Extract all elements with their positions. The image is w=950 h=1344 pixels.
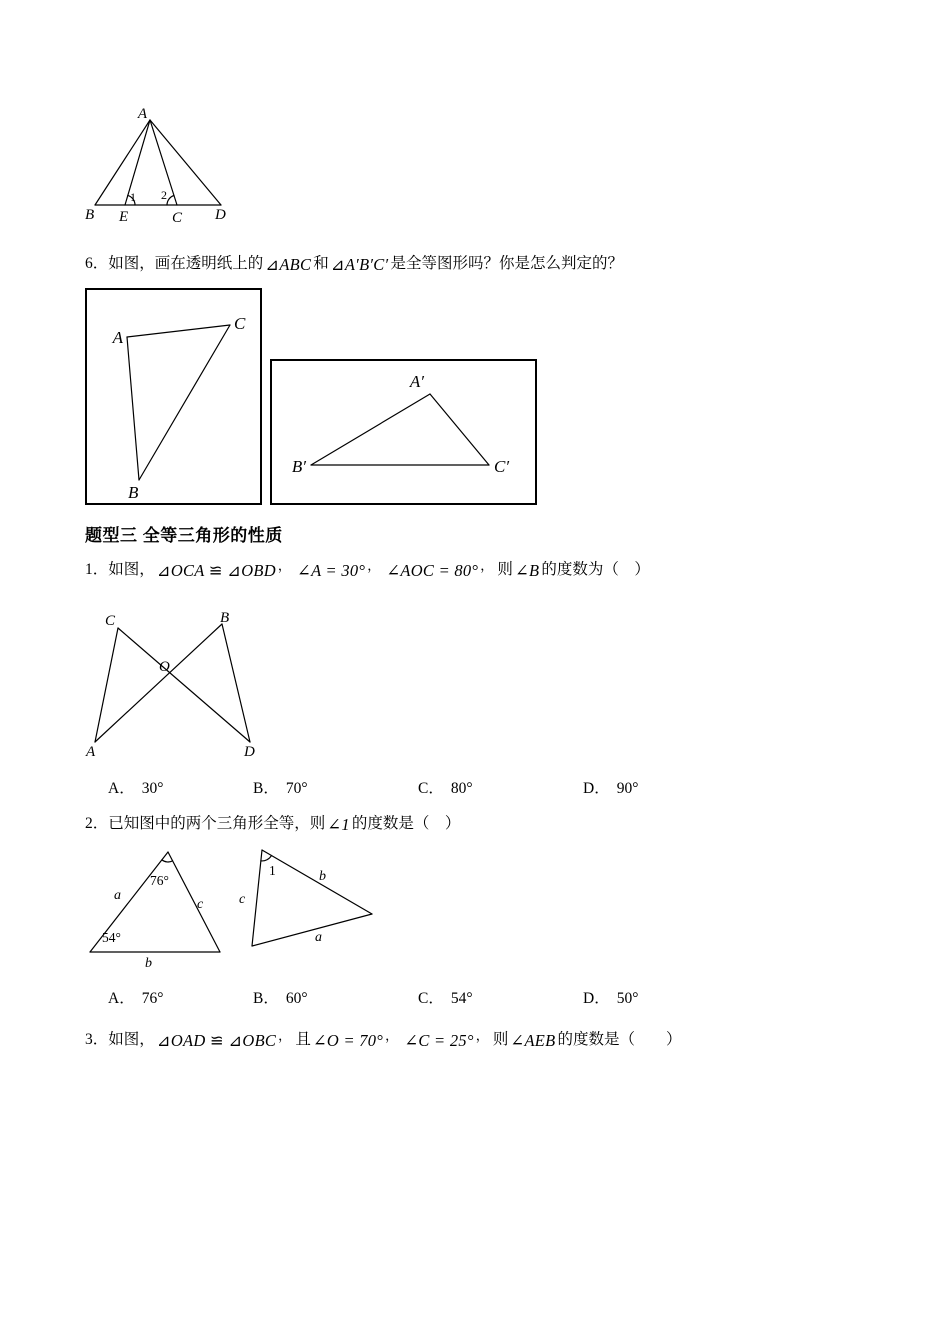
problem-1-option-c <box>418 776 473 798</box>
section-heading: 题型三 全等三角形的性质 <box>85 526 283 545</box>
vertex-label-B: B <box>85 207 95 223</box>
side-label-b: b <box>319 869 326 884</box>
vertex-label-C-prime: C′ <box>494 457 510 476</box>
problem-2 <box>85 810 460 836</box>
problem-3-text-1: 如图， <box>108 1031 155 1048</box>
comma: ， <box>480 558 494 573</box>
problem-3-math-angle-o: ∠O = 70° <box>312 1031 384 1050</box>
problem-1-math-angle-aoc: ∠AOC = 80° <box>386 561 479 580</box>
angle-label-76: 76° <box>150 873 169 888</box>
vertex-label-C: C <box>104 613 115 629</box>
vertex-label-C: C <box>172 210 183 226</box>
vertex-label-B: B <box>220 610 230 626</box>
problem-1-number: 1． <box>85 561 109 578</box>
comma: ， <box>278 1028 292 1043</box>
option-value: 76° <box>141 990 164 1007</box>
problem-1-option-a <box>108 776 163 798</box>
problem-6-math-triangle-abc-prime: ⊿A′B′C′ <box>330 255 389 274</box>
problem-2-option-b <box>253 986 308 1008</box>
option-letter: D． <box>583 780 610 797</box>
option-value: 70° <box>285 780 308 797</box>
problem-6-text-1: 如图，画在透明纸上的 <box>108 255 264 272</box>
triangle-lines <box>95 624 250 742</box>
figure-problem1-bowtie <box>85 612 270 760</box>
figure-problem2-triangles <box>85 842 385 970</box>
problem-6-text-2: 和 <box>313 255 329 272</box>
vertex-label-E: E <box>119 209 129 225</box>
angle-label-54: 54° <box>102 930 121 945</box>
problem-1-math-angle-a: ∠A = 30° <box>297 561 366 580</box>
comma: ， <box>367 558 381 573</box>
comma: ， <box>475 1028 489 1043</box>
option-value: 30° <box>141 780 164 797</box>
option-letter: D． <box>583 990 610 1007</box>
problem-2-number: 2． <box>85 815 109 832</box>
angle-label-1: 1 <box>269 863 276 878</box>
side-label-c: c <box>239 892 246 907</box>
side-label-b: b <box>145 956 152 971</box>
vertex-label-A-prime: A′ <box>409 372 424 391</box>
vertex-label-O: O <box>159 659 170 675</box>
vertex-label-B-prime: B′ <box>291 457 306 476</box>
vertex-label-D: D <box>215 207 226 223</box>
option-value: 80° <box>450 780 473 797</box>
option-letter: A． <box>108 990 135 1007</box>
vertex-label-D: D <box>244 744 255 760</box>
problem-3-math-angle-c: ∠C = 25° <box>404 1031 474 1050</box>
problem-1-math-congruence: ⊿OCA ≌ ⊿OBD <box>156 561 276 580</box>
option-letter: A． <box>108 780 135 797</box>
angle-label-1: 1 <box>130 190 136 204</box>
problem-3-text-3: 则 <box>492 1031 509 1048</box>
option-value: 90° <box>616 780 639 797</box>
option-value: 60° <box>285 990 308 1007</box>
side-label-c: c <box>197 897 204 912</box>
problem-6-math-triangle-abc: ⊿ABC <box>265 255 312 274</box>
option-value: 50° <box>616 990 639 1007</box>
comma: ， <box>277 558 292 573</box>
option-value: 54° <box>450 990 473 1007</box>
problem-3 <box>85 1026 681 1052</box>
figure-box-right <box>270 359 537 505</box>
problem-1-option-b <box>253 776 308 798</box>
vertex-label-A: A <box>137 106 147 122</box>
problem-3-number: 3． <box>85 1031 109 1048</box>
problem-3-math-angle-aeb: ∠AEB <box>510 1031 556 1050</box>
figure-box-left <box>85 288 262 505</box>
vertex-label-A: A <box>112 328 123 347</box>
problem-2-option-c <box>418 986 473 1008</box>
angle-label-2: 2 <box>161 188 167 202</box>
option-letter: C． <box>418 990 444 1007</box>
problem-6-number: 6． <box>85 255 109 272</box>
side-label-a: a <box>315 930 322 945</box>
vertex-label-A: A <box>86 744 96 760</box>
triangle-lines <box>127 325 230 480</box>
problem-2-math-angle-1: ∠1 <box>327 815 350 834</box>
problem-1-math-angle-b: ∠B <box>514 561 540 580</box>
option-letter: B． <box>253 990 279 1007</box>
figure-triangle-abc <box>87 290 264 507</box>
option-letter: C． <box>418 780 444 797</box>
vertex-label-B: B <box>128 483 139 502</box>
problem-1-text-3: 的度数为（ ） <box>541 561 650 578</box>
side-label-a: a <box>114 888 121 903</box>
problem-2-text-2: 的度数是（ ） <box>351 815 461 832</box>
vertex-label-C: C <box>234 314 246 333</box>
problem-3-text-4: 的度数是（ ） <box>557 1031 682 1048</box>
problem-1 <box>85 556 650 582</box>
comma: ， <box>385 1028 399 1043</box>
problem-3-math-congruence: ⊿OAD ≌ ⊿OBC <box>156 1031 277 1050</box>
problem-6-text-3: 是全等图形吗？你是怎么判定的？ <box>390 255 623 272</box>
problem-1-option-d <box>583 776 638 798</box>
triangle-lines <box>311 394 489 465</box>
triangle-lines <box>95 120 221 205</box>
problem-2-option-a <box>108 986 163 1008</box>
figure-triangle-abc-prime <box>272 361 539 507</box>
option-letter: B． <box>253 780 279 797</box>
problem-2-option-d <box>583 986 638 1008</box>
figure-problem5-triangle <box>85 108 235 226</box>
problem-1-text-2: 则 <box>497 561 513 578</box>
problem-3-text-2: 且 <box>295 1031 311 1048</box>
problem-2-text-1: 已知图中的两个三角形全等，则 <box>108 815 326 832</box>
problem-1-text-1: 如图， <box>108 561 155 578</box>
problem-6 <box>85 250 623 276</box>
